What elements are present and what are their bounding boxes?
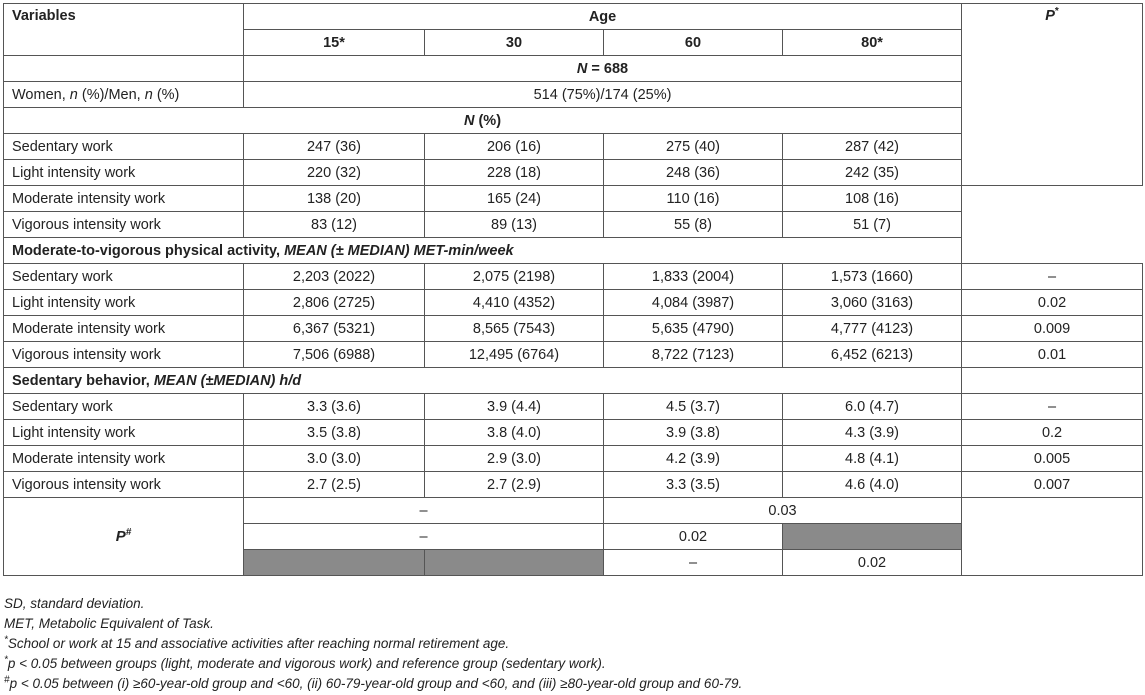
empty-cell [962,498,1143,576]
value-cell: 4.3 (3.9) [783,420,962,446]
table-row [4,394,1143,420]
value-cell: 2.7 (2.9) [425,472,604,498]
row-label: Light intensity work [4,160,244,186]
value-cell: 287 (42) [783,134,962,160]
value-cell: 83 (12) [244,212,425,238]
value-cell: 8,722 (7123) [604,342,783,368]
p-value-cell: 0.2 [962,420,1143,446]
row-label: Vigorous intensity work [4,472,244,498]
p-value-cell: 0.009 [962,316,1143,342]
value-cell: 3,060 (3163) [783,290,962,316]
shaded-cell [783,524,962,550]
value-cell: 206 (16) [425,134,604,160]
value-cell: 3.0 (3.0) [244,446,425,472]
age-group-15: 15* [244,30,425,56]
value-cell: 138 (20) [244,186,425,212]
footnote: SD, standard deviation. [4,596,145,611]
women-men-value: 514 (75%)/174 (25%) [244,82,962,108]
value-cell: 2,806 (2725) [244,290,425,316]
row-label: Moderate intensity work [4,186,244,212]
value-cell: 7,506 (6988) [244,342,425,368]
table-row [4,472,1143,498]
value-cell: 2,075 (2198) [425,264,604,290]
results-table [3,3,1143,576]
p-hash-r2-b: 0.02 [604,524,783,550]
age-group-30: 30 [425,30,604,56]
row-label: Light intensity work [4,290,244,316]
p-hash-r3-b: 0.02 [783,550,962,576]
footnote: *p < 0.05 between groups (light, moderate and vigorous work) and reference group (sedentary work). [4,654,606,671]
p-value-cell: 0.007 [962,472,1143,498]
value-cell: 110 (16) [604,186,783,212]
p-value-cell: 0.01 [962,342,1143,368]
value-cell: 4,777 (4123) [783,316,962,342]
table-row [4,342,1143,368]
value-cell: 165 (24) [425,186,604,212]
value-cell: 12,495 (6764) [425,342,604,368]
header-p: P* [962,4,1143,186]
value-cell: 6,452 (6213) [783,342,962,368]
value-cell: 3.9 (3.8) [604,420,783,446]
table-row [4,212,1143,238]
value-cell: 4.5 (3.7) [604,394,783,420]
women-men-label: Women, n (%)/Men, n (%) [4,82,244,108]
value-cell: 6,367 (5321) [244,316,425,342]
empty-cell [4,56,244,82]
header-variables: Variables [4,4,244,56]
value-cell: 4.2 (3.9) [604,446,783,472]
empty-cell [962,368,1143,394]
row-label: Sedentary work [4,394,244,420]
p-value-cell: – [962,264,1143,290]
value-cell: 108 (16) [783,186,962,212]
p-value-cell: 0.005 [962,446,1143,472]
value-cell: 247 (36) [244,134,425,160]
p-hash-r1-a: – [244,498,604,524]
value-cell: 4.6 (4.0) [783,472,962,498]
value-cell: 3.5 (3.8) [244,420,425,446]
table-row [4,420,1143,446]
p-value-cell: 0.02 [962,290,1143,316]
value-cell: 89 (13) [425,212,604,238]
p-hash-label: P# [4,498,244,576]
shaded-cell [244,550,425,576]
p-value-cell: – [962,394,1143,420]
row-label: Light intensity work [4,420,244,446]
header-age: Age [244,4,962,30]
age-group-80: 80* [783,30,962,56]
p-hash-r3-a: – [604,550,783,576]
value-cell: 55 (8) [604,212,783,238]
value-cell: 4.8 (4.1) [783,446,962,472]
value-cell: 248 (36) [604,160,783,186]
value-cell: 6.0 (4.7) [783,394,962,420]
value-cell: 3.9 (4.4) [425,394,604,420]
value-cell: 2.7 (2.5) [244,472,425,498]
n-total: N = 688 [244,56,962,82]
n-pct-header: N (%) [4,108,962,134]
value-cell: 275 (40) [604,134,783,160]
footnote: *School or work at 15 and associative activities after reaching normal retirement age. [4,634,510,651]
value-cell: 3.3 (3.6) [244,394,425,420]
table-row [4,290,1143,316]
value-cell: 220 (32) [244,160,425,186]
row-label: Moderate intensity work [4,446,244,472]
table-row [4,316,1143,342]
value-cell: 1,573 (1660) [783,264,962,290]
row-label: Sedentary work [4,264,244,290]
value-cell: 4,410 (4352) [425,290,604,316]
table-row [4,264,1143,290]
footnotes [4,594,742,694]
value-cell: 4,084 (3987) [604,290,783,316]
value-cell: 1,833 (2004) [604,264,783,290]
value-cell: 228 (18) [425,160,604,186]
value-cell: 51 (7) [783,212,962,238]
value-cell: 3.8 (4.0) [425,420,604,446]
value-cell: 2,203 (2022) [244,264,425,290]
p-hash-r2-a: – [244,524,604,550]
section-title-sedentary: Sedentary behavior, MEAN (±MEDIAN) h/d [4,368,962,394]
value-cell: 5,635 (4790) [604,316,783,342]
p-hash-r1-b: 0.03 [604,498,962,524]
age-group-60: 60 [604,30,783,56]
row-label: Vigorous intensity work [4,212,244,238]
table-row [4,446,1143,472]
row-label: Vigorous intensity work [4,342,244,368]
row-label: Moderate intensity work [4,316,244,342]
table-row [4,186,1143,212]
shaded-cell [425,550,604,576]
value-cell: 3.3 (3.5) [604,472,783,498]
row-label: Sedentary work [4,134,244,160]
value-cell: 8,565 (7543) [425,316,604,342]
section-title-mvpa: Moderate-to-vigorous physical activity, MEAN (± MEDIAN) MET-min/week [4,238,962,264]
value-cell: 2.9 (3.0) [425,446,604,472]
value-cell: 242 (35) [783,160,962,186]
footnote: MET, Metabolic Equivalent of Task. [4,616,214,631]
footnote: #p < 0.05 between (i) ≥60-year-old group and <60, (ii) 60-79-year-old group and <60, and (iii) ≥80-year-old group and 60-79. [4,674,743,691]
